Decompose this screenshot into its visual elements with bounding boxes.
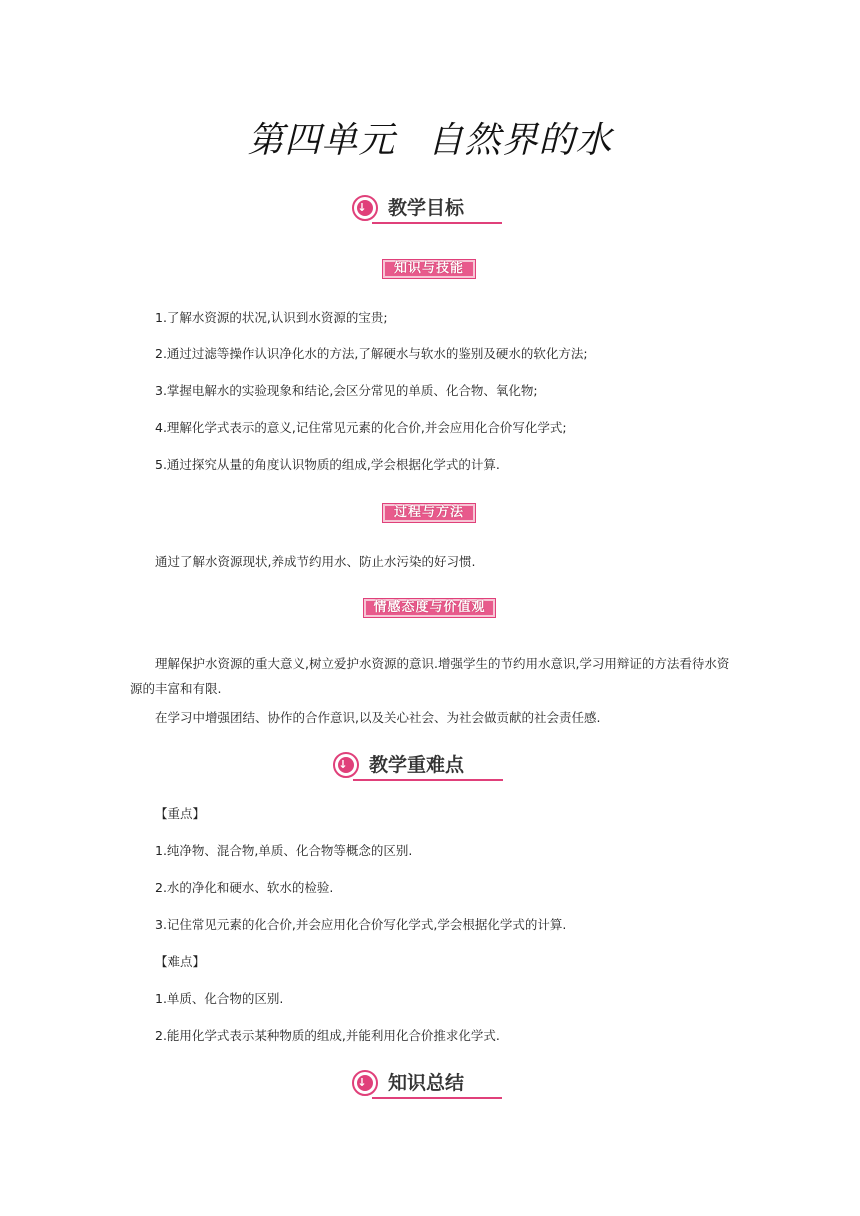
section-header-goals (352, 195, 502, 225)
list-item: 1.了解水资源的状况,认识到水资源的宝贵; (155, 310, 388, 325)
section-title: 知识总结 (388, 1072, 465, 1094)
tag-label: 过程与方法 (385, 506, 473, 520)
tag-knowledge (382, 259, 476, 279)
list-item: 2.水的净化和硬水、软水的检验. (155, 880, 334, 895)
title-unit: 第四单元 (247, 120, 396, 161)
tag-label: 知识与技能 (385, 262, 473, 276)
download-arrow-icon: ↓ (352, 1070, 378, 1096)
list-item: 3.记住常见元素的化合价,并会应用化合价写化学式,学会根据化学式的计算. (155, 917, 567, 932)
section-header-summary (352, 1070, 502, 1100)
tag-emotion (363, 598, 496, 618)
list-item: 4.理解化学式表示的意义,记住常见元素的化合价,并会应用化合价写化学式; (155, 420, 567, 435)
download-arrow-icon: ↓ (333, 752, 359, 778)
download-arrow-icon: ↓ (352, 195, 378, 221)
key-label: 【重点】 (155, 806, 206, 821)
section-title: 教学重难点 (369, 754, 465, 776)
paragraph-emotion-2: 在学习中增强团结、协作的合作意识,以及关心社会、为社会做贡献的社会责任感. (155, 710, 601, 725)
tag-process (382, 503, 476, 523)
tag-label: 情感态度与价值观 (366, 601, 493, 615)
difficult-label: 【难点】 (155, 954, 206, 969)
list-item: 1.单质、化合物的区别. (155, 991, 284, 1006)
list-item: 3.掌握电解水的实验现象和结论,会区分常见的单质、化合物、氧化物; (155, 383, 538, 398)
page-title (0, 112, 860, 163)
list-item: 2.通过过滤等操作认识净化水的方法,了解硬水与软水的鉴别及硬水的软化方法; (155, 346, 588, 361)
list-item: 5.通过探究从量的角度认识物质的组成,学会根据化学式的计算. (155, 457, 500, 472)
paragraph-process: 通过了解水资源现状,养成节约用水、防止水污染的好习惯. (155, 554, 476, 569)
title-topic: 自然界的水 (427, 120, 613, 161)
list-item: 1.纯净物、混合物,单质、化合物等概念的区别. (155, 843, 413, 858)
paragraph-emotion-1: 理解保护水资源的重大意义,树立爱护水资源的意识.增强学生的节约用水意识,学习用辩证的方法看待水资源的丰富和有限. (130, 656, 730, 696)
list-item: 2.能用化学式表示某种物质的组成,并能利用化合价推求化学式. (155, 1028, 500, 1043)
section-header-key-points (333, 752, 503, 782)
section-title: 教学目标 (388, 197, 465, 219)
